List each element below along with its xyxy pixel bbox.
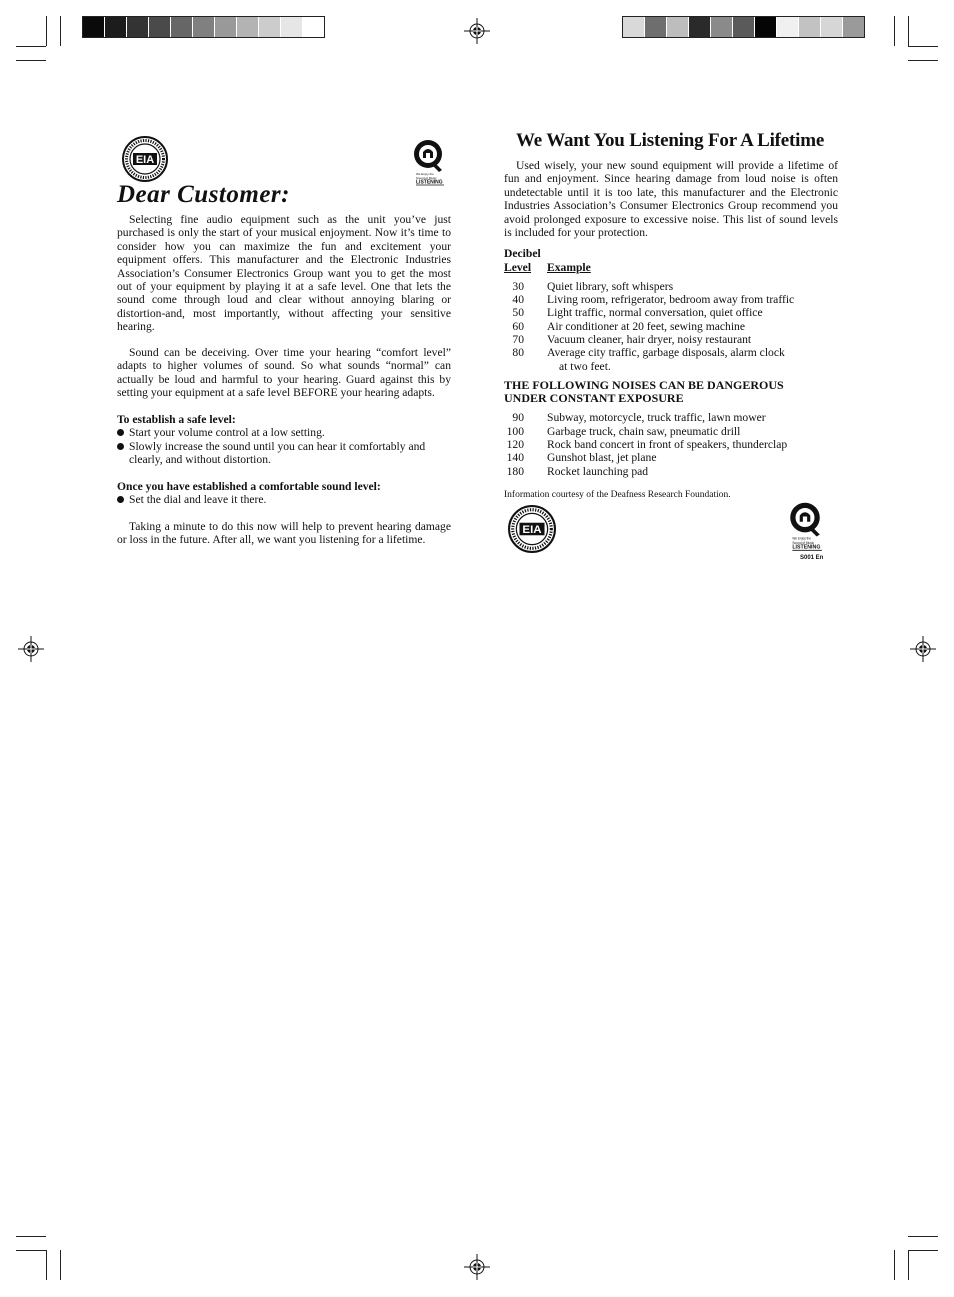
svg-text:EIA: EIA (522, 524, 542, 537)
svg-text:Sound of Music: Sound of Music (792, 540, 815, 545)
registration-mark-bottom-icon (464, 1254, 490, 1280)
listening-q-logo-icon (786, 500, 824, 552)
bullet-icon (117, 429, 124, 436)
intro-text: Used wisely, your new sound equipment will provide a lifetime of fun and enjoyment. Since hearing damage from loud noise is often undetectable until it is too late, this manufacturer and the Electronic Industries Association’s Consumer Electronics Group recommend you avoid prolonged exposure to excessive noise. This list of sound levels is included for your protection. (504, 159, 838, 240)
gray-scale-bar-left (82, 16, 325, 38)
right-intro-paragraph (504, 159, 838, 239)
listening-q-logo-icon (410, 138, 446, 186)
example-value: Subway, motorcycle, truck traffic, lawn mower (547, 411, 766, 424)
svg-text:EIA: EIA (135, 154, 155, 166)
greeting-heading: Dear Customer: (117, 181, 290, 208)
example-value: Garbage truck, chain saw, pneumatic drill (547, 425, 741, 438)
bullet-item (117, 440, 451, 467)
level-value: 100 (506, 425, 524, 438)
registration-mark-top-icon (464, 18, 490, 44)
example-value: Rocket launching pad (547, 465, 649, 478)
bullet-text: Start your volume control at a low setting. (129, 426, 325, 439)
paragraph-3: Taking a minute to do this now will help to prevent hearing damage or loss in the future. After all, we want you listening for a lifetime. (117, 520, 451, 547)
level-column-header: Level (504, 261, 532, 274)
example-value: Rock band concert in front of speakers, thunderclap (547, 438, 788, 451)
svg-text:LISTENING: LISTENING (416, 179, 443, 186)
level-value: 90 (512, 411, 524, 424)
paragraph-1: Selecting fine audio equipment such as the unit you’ve just purchased is only the start of your musical enjoyment. Now it’s time to consider how you can maximize the fun and excitement your equipment offers. This manufacturer and the Electronic Industries Association’s Consumer Electronics Group want you to get the most out of your equipment by playing it at a safe level. One that lets the sound come through loud and clear without annoying blaring or distortion-and, most importantly, without affecting your sensitive hearing. (117, 213, 451, 334)
svg-text:Sound of Music: Sound of Music (416, 176, 437, 180)
svg-text:LISTENING: LISTENING (792, 544, 821, 551)
example-value: Vacuum cleaner, hair dryer, noisy restaurant (547, 333, 752, 346)
warning-line-1: THE FOLLOWING NOISES CAN BE DANGEROUS (504, 378, 784, 392)
level-value: 180 (506, 465, 524, 478)
example-value: Average city traffic, garbage disposals, alarm clock (547, 346, 785, 359)
danger-warning-heading (504, 379, 784, 406)
example-value: Gunshot blast, jet plane (547, 451, 657, 464)
example-value: Quiet library, soft whispers (547, 280, 674, 293)
svg-text:We Enjoy the: We Enjoy the (792, 536, 812, 541)
page-title: We Want You Listening For A Lifetime (516, 130, 825, 151)
example-column-header: Example (547, 261, 591, 274)
example-value: Living room, refrigerator, bedroom away from traffic (547, 293, 795, 306)
level-value: 120 (506, 438, 524, 451)
level-value: 30 (512, 280, 524, 293)
bullet-icon (117, 496, 124, 503)
bullet-item (117, 426, 451, 439)
bullet-text: Slowly increase the sound until you can hear it comfortably and clearly, and without distortion. (129, 440, 426, 467)
level-value: 70 (512, 333, 524, 346)
level-value: 80 (512, 346, 524, 359)
decibel-column-header: Decibel (504, 247, 541, 260)
registration-mark-right-icon (910, 636, 936, 662)
example-value: Air conditioner at 20 feet, sewing machine (547, 320, 745, 333)
closing-paragraph (117, 520, 451, 547)
registration-mark-left-icon (18, 636, 44, 662)
level-value: 50 (512, 306, 524, 319)
source-credit: Information courtesy of the Deafness Research Foundation. (504, 490, 731, 500)
level-value: 40 (512, 293, 524, 306)
document-code: S001 En (800, 555, 824, 561)
eia-logo-icon (508, 505, 556, 553)
deceiving-paragraph (117, 346, 451, 400)
level-value: 140 (506, 451, 524, 464)
eia-logo-icon (122, 136, 168, 182)
bullet-item (117, 493, 451, 506)
paragraph-2: Sound can be deceiving. Over time your hearing “comfort level” adapts to higher volumes of sound. So what sounds “normal” can actually be loud and harmful to your hearing. Guard against this by setting your equipment at a safe level BEFORE your hearing adapts. (117, 346, 451, 400)
bullet-icon (117, 443, 124, 450)
example-value: Light traffic, normal conversation, quiet office (547, 306, 763, 319)
example-value-continued: at two feet. (559, 360, 611, 373)
intro-paragraph (117, 213, 451, 334)
safe-level-heading: To establish a safe level: (117, 413, 236, 426)
color-bar-right (622, 16, 865, 38)
svg-text:We Enjoy the: We Enjoy the (416, 172, 434, 176)
level-value: 60 (512, 320, 524, 333)
bullet-text: Set the dial and leave it there. (129, 493, 267, 506)
warning-line-2: UNDER CONSTANT EXPOSURE (504, 391, 684, 406)
comfort-level-heading: Once you have established a comfortable sound level: (117, 480, 381, 493)
